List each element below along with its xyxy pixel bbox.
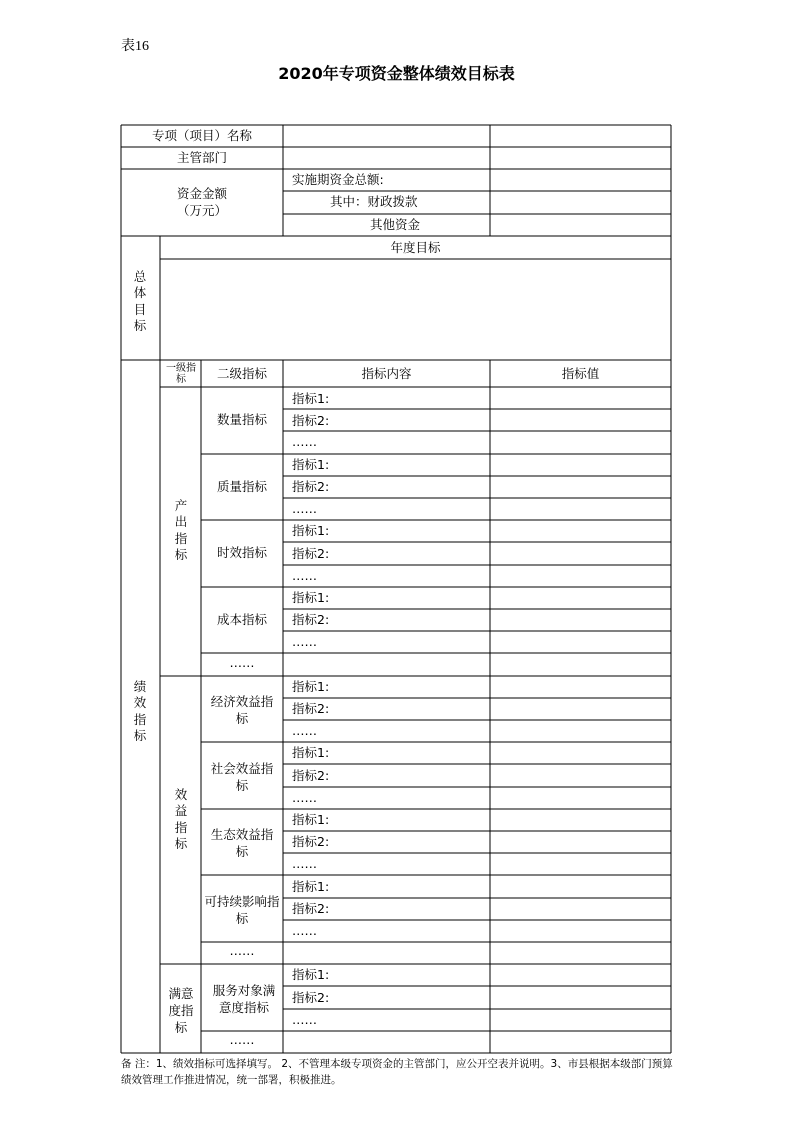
satisfaction-indicator-label: 满意度指标: [168, 986, 194, 1035]
fiscal-funds-label: 其中：财政拨款: [330, 194, 418, 209]
sustainable-item-2: 指标2:: [292, 901, 330, 916]
ecological-item-2: 指标2:: [292, 834, 330, 849]
performance-label: 绩效指标: [133, 679, 147, 743]
cost-item-more: ……: [292, 634, 317, 649]
other-funds-label: 其他资金: [370, 217, 421, 232]
funds-label: 资金金额: [176, 186, 227, 201]
overall-goal-label: 总体目标: [133, 269, 147, 333]
service-item-more: ……: [292, 1012, 317, 1027]
social-item-1: 指标1:: [292, 745, 330, 760]
project-name-label: 专项（项目）名称: [151, 128, 252, 143]
page-title: 2020年专项资金整体绩效目标表: [278, 64, 515, 83]
sustainable-item-more: ……: [292, 923, 317, 938]
ecological-benefit-indicator: 生态效益指标: [210, 827, 274, 859]
benefit-indicator-label: 效益指标: [174, 787, 188, 851]
quantity-item-1: 指标1:: [292, 391, 330, 406]
output-more: ……: [229, 655, 255, 670]
economic-benefit-indicator: 经济效益指标: [210, 694, 274, 726]
value-header: 指标值: [561, 366, 600, 381]
economic-item-2: 指标2:: [292, 701, 330, 716]
footnote: 备 注：1、绩效指标可选择填写。 2、不管理本级专项资金的主管部门，应公开空表并说明。3、市县根据本级部门预算绩效管理工作推进情况，统一部署，积极推进。: [121, 1058, 673, 1086]
quantity-indicator: 数量指标: [216, 412, 267, 427]
quality-item-more: ……: [292, 501, 317, 516]
economic-item-more: ……: [292, 723, 317, 738]
service-item-2: 指标2:: [292, 990, 330, 1005]
service-item-1: 指标1:: [292, 967, 330, 982]
cost-indicator: 成本指标: [216, 612, 267, 627]
timeliness-item-more: ……: [292, 568, 317, 583]
social-item-2: 指标2:: [292, 768, 330, 783]
annual-goal-label: 年度目标: [390, 240, 441, 255]
timeliness-item-2: 指标2:: [292, 546, 330, 561]
level1-header: 一级指标: [166, 363, 196, 385]
quality-item-2: 指标2:: [292, 479, 330, 494]
quantity-item-more: ……: [292, 434, 317, 449]
total-funds-label: 实施期资金总额:: [292, 172, 384, 187]
ecological-item-more: ……: [292, 856, 317, 871]
satisfaction-more: ……: [229, 1032, 255, 1047]
cost-item-1: 指标1:: [292, 590, 330, 605]
sustainable-impact-indicator: 可持续影响指标: [204, 894, 280, 926]
economic-item-1: 指标1:: [292, 679, 330, 694]
department-label: 主管部门: [176, 150, 227, 165]
quality-item-1: 指标1:: [292, 457, 330, 472]
social-item-more: ……: [292, 790, 317, 805]
level2-header: 二级指标: [216, 366, 267, 381]
sustainable-item-1: 指标1:: [292, 879, 330, 894]
service-satisfaction-indicator: 服务对象满意度指标: [212, 983, 276, 1015]
output-indicator-label: 产出指标: [174, 498, 188, 562]
cost-item-2: 指标2:: [292, 612, 330, 627]
funds-unit-label: （万元）: [176, 203, 227, 218]
ecological-item-1: 指标1:: [292, 812, 330, 827]
content-header: 指标内容: [361, 366, 412, 381]
social-benefit-indicator: 社会效益指标: [210, 761, 274, 793]
quantity-item-2: 指标2:: [292, 413, 330, 428]
quality-indicator: 质量指标: [216, 479, 267, 494]
timeliness-item-1: 指标1:: [292, 523, 330, 538]
benefit-more: ……: [229, 943, 255, 958]
table-number: 表16: [121, 39, 149, 54]
timeliness-indicator: 时效指标: [216, 545, 267, 560]
